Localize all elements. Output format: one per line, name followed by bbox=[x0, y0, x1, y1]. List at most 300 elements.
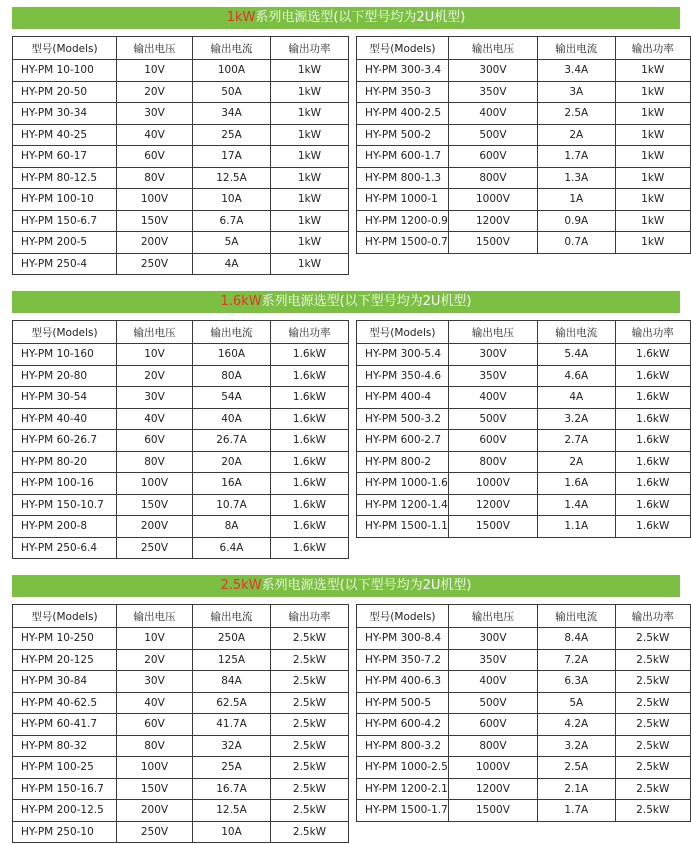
cell-power: 1.6kW bbox=[271, 387, 349, 409]
cell-current: 1.1A bbox=[538, 516, 615, 538]
cell-voltage: 30V bbox=[117, 103, 193, 125]
cell-model: HY-PM 40-40 bbox=[13, 408, 117, 430]
cell-power: 1.6kW bbox=[271, 451, 349, 473]
cell-voltage: 10V bbox=[117, 344, 193, 366]
table-row bbox=[357, 628, 691, 650]
cell-current: 5A bbox=[193, 232, 271, 254]
table-row bbox=[13, 189, 349, 211]
cell-power: 1.6kW bbox=[615, 430, 690, 452]
cell-model: HY-PM 350-3 bbox=[357, 81, 449, 103]
model-table-right bbox=[356, 604, 691, 822]
cell-voltage: 350V bbox=[448, 365, 537, 387]
header-voltage: 输出电压 bbox=[117, 321, 193, 344]
cell-current: 12.5A bbox=[193, 167, 271, 189]
cell-current: 50A bbox=[193, 81, 271, 103]
table-row bbox=[13, 494, 349, 516]
table-row bbox=[13, 81, 349, 103]
header-power: 输出功率 bbox=[615, 321, 690, 344]
cell-current: 1.3A bbox=[538, 167, 615, 189]
cell-model: HY-PM 300-8.4 bbox=[357, 628, 449, 650]
cell-current: 34A bbox=[193, 103, 271, 125]
cell-current: 84A bbox=[193, 671, 271, 693]
cell-voltage: 20V bbox=[117, 365, 193, 387]
cell-power: 2.5kW bbox=[615, 692, 690, 714]
cell-power: 1kW bbox=[615, 103, 690, 125]
header-current: 输出电流 bbox=[193, 321, 271, 344]
cell-voltage: 100V bbox=[117, 473, 193, 495]
section-banner bbox=[12, 575, 680, 597]
cell-current: 6.4A bbox=[193, 537, 271, 559]
cell-current: 0.9A bbox=[538, 210, 615, 232]
table-row bbox=[357, 649, 691, 671]
cell-power: 2.5kW bbox=[615, 714, 690, 736]
table-row bbox=[13, 146, 349, 168]
cell-voltage: 350V bbox=[448, 81, 537, 103]
cell-current: 7.2A bbox=[538, 649, 615, 671]
cell-power: 1kW bbox=[271, 189, 349, 211]
table-row bbox=[13, 778, 349, 800]
header-model: 型号(Models) bbox=[13, 37, 117, 60]
cell-power: 1.6kW bbox=[271, 365, 349, 387]
cell-voltage: 200V bbox=[117, 232, 193, 254]
cell-current: 8A bbox=[193, 516, 271, 538]
cell-model: HY-PM 60-41.7 bbox=[13, 714, 117, 736]
cell-current: 8.4A bbox=[538, 628, 615, 650]
cell-voltage: 300V bbox=[448, 628, 537, 650]
cell-model: HY-PM 1000-1.6 bbox=[357, 473, 449, 495]
cell-current: 2.5A bbox=[538, 103, 615, 125]
cell-current: 250A bbox=[193, 628, 271, 650]
cell-power: 2.5kW bbox=[271, 778, 349, 800]
cell-voltage: 300V bbox=[448, 344, 537, 366]
header-row bbox=[357, 321, 691, 344]
cell-power: 1.6kW bbox=[271, 344, 349, 366]
model-table-right bbox=[356, 320, 691, 538]
cell-current: 5.4A bbox=[538, 344, 615, 366]
cell-power: 2.5kW bbox=[615, 735, 690, 757]
cell-model: HY-PM 250-4 bbox=[13, 253, 117, 275]
cell-model: HY-PM 80-32 bbox=[13, 735, 117, 757]
cell-current: 1A bbox=[538, 189, 615, 211]
cell-model: HY-PM 100-25 bbox=[13, 757, 117, 779]
cell-model: HY-PM 60-17 bbox=[13, 146, 117, 168]
cell-model: HY-PM 150-10.7 bbox=[13, 494, 117, 516]
cell-voltage: 600V bbox=[448, 430, 537, 452]
cell-voltage: 20V bbox=[117, 81, 193, 103]
cell-voltage: 600V bbox=[448, 146, 537, 168]
cell-model: HY-PM 350-7.2 bbox=[357, 649, 449, 671]
cell-current: 54A bbox=[193, 387, 271, 409]
cell-voltage: 400V bbox=[448, 387, 537, 409]
header-row bbox=[13, 321, 349, 344]
cell-model: HY-PM 1500-0.7 bbox=[357, 232, 449, 254]
cell-current: 20A bbox=[193, 451, 271, 473]
model-table-left bbox=[12, 320, 349, 559]
cell-power: 1kW bbox=[615, 60, 690, 82]
cell-voltage: 40V bbox=[117, 692, 193, 714]
header-current: 输出电流 bbox=[193, 37, 271, 60]
table-row bbox=[357, 81, 691, 103]
table-row bbox=[357, 210, 691, 232]
cell-model: HY-PM 200-5 bbox=[13, 232, 117, 254]
cell-current: 160A bbox=[193, 344, 271, 366]
header-voltage: 输出电压 bbox=[448, 37, 537, 60]
cell-current: 4.6A bbox=[538, 365, 615, 387]
cell-voltage: 80V bbox=[117, 735, 193, 757]
cell-voltage: 250V bbox=[117, 821, 193, 843]
cell-power: 1kW bbox=[271, 124, 349, 146]
cell-power: 1.6kW bbox=[615, 473, 690, 495]
cell-voltage: 350V bbox=[448, 649, 537, 671]
cell-model: HY-PM 80-12.5 bbox=[13, 167, 117, 189]
cell-current: 4A bbox=[538, 387, 615, 409]
cell-current: 3A bbox=[538, 81, 615, 103]
cell-voltage: 100V bbox=[117, 189, 193, 211]
cell-power: 2.5kW bbox=[615, 649, 690, 671]
table-row bbox=[13, 365, 349, 387]
cell-voltage: 1200V bbox=[448, 494, 537, 516]
cell-voltage: 500V bbox=[448, 124, 537, 146]
cell-current: 1.7A bbox=[538, 800, 615, 822]
table-row bbox=[357, 189, 691, 211]
power-label: 1kW bbox=[226, 10, 256, 25]
power-label: 1.6kW bbox=[220, 294, 262, 309]
cell-model: HY-PM 350-4.6 bbox=[357, 365, 449, 387]
cell-power: 1kW bbox=[615, 124, 690, 146]
cell-voltage: 10V bbox=[117, 628, 193, 650]
cell-model: HY-PM 800-2 bbox=[357, 451, 449, 473]
header-model: 型号(Models) bbox=[13, 605, 117, 628]
header-voltage: 输出电压 bbox=[448, 321, 537, 344]
table-row bbox=[357, 494, 691, 516]
cell-model: HY-PM 150-6.7 bbox=[13, 210, 117, 232]
table-row bbox=[13, 451, 349, 473]
table-row bbox=[357, 124, 691, 146]
cell-power: 1kW bbox=[615, 210, 690, 232]
cell-model: HY-PM 500-3.2 bbox=[357, 408, 449, 430]
cell-voltage: 200V bbox=[117, 800, 193, 822]
table-row bbox=[13, 537, 349, 559]
cell-voltage: 250V bbox=[117, 537, 193, 559]
cell-power: 1kW bbox=[271, 232, 349, 254]
cell-voltage: 40V bbox=[117, 408, 193, 430]
cell-model: HY-PM 600-1.7 bbox=[357, 146, 449, 168]
cell-power: 1kW bbox=[271, 253, 349, 275]
header-current: 输出电流 bbox=[193, 605, 271, 628]
cell-voltage: 30V bbox=[117, 671, 193, 693]
cell-voltage: 150V bbox=[117, 210, 193, 232]
cell-voltage: 40V bbox=[117, 124, 193, 146]
cell-power: 1kW bbox=[615, 189, 690, 211]
table-row bbox=[357, 103, 691, 125]
cell-power: 2.5kW bbox=[271, 757, 349, 779]
cell-power: 1.6kW bbox=[271, 430, 349, 452]
cell-voltage: 200V bbox=[117, 516, 193, 538]
cell-power: 2.5kW bbox=[271, 821, 349, 843]
header-row bbox=[13, 605, 349, 628]
cell-voltage: 500V bbox=[448, 692, 537, 714]
cell-current: 17A bbox=[193, 146, 271, 168]
cell-model: HY-PM 150-16.7 bbox=[13, 778, 117, 800]
header-current: 输出电流 bbox=[538, 605, 615, 628]
table-row bbox=[357, 778, 691, 800]
table-row bbox=[13, 649, 349, 671]
cell-power: 1kW bbox=[615, 146, 690, 168]
section-banner bbox=[12, 291, 680, 313]
cell-current: 1.7A bbox=[538, 146, 615, 168]
cell-model: HY-PM 300-3.4 bbox=[357, 60, 449, 82]
cell-voltage: 1500V bbox=[448, 800, 537, 822]
cell-model: HY-PM 500-5 bbox=[357, 692, 449, 714]
table-row bbox=[13, 408, 349, 430]
cell-current: 3.2A bbox=[538, 408, 615, 430]
cell-current: 80A bbox=[193, 365, 271, 387]
cell-model: HY-PM 20-125 bbox=[13, 649, 117, 671]
cell-power: 1.6kW bbox=[615, 365, 690, 387]
table-row bbox=[13, 253, 349, 275]
cell-model: HY-PM 100-16 bbox=[13, 473, 117, 495]
cell-model: HY-PM 20-80 bbox=[13, 365, 117, 387]
cell-voltage: 100V bbox=[117, 757, 193, 779]
cell-current: 4A bbox=[193, 253, 271, 275]
cell-current: 100A bbox=[193, 60, 271, 82]
cell-power: 1kW bbox=[271, 103, 349, 125]
header-model: 型号(Models) bbox=[13, 321, 117, 344]
cell-model: HY-PM 10-160 bbox=[13, 344, 117, 366]
cell-model: HY-PM 600-2.7 bbox=[357, 430, 449, 452]
cell-model: HY-PM 600-4.2 bbox=[357, 714, 449, 736]
cell-model: HY-PM 400-2.5 bbox=[357, 103, 449, 125]
cell-current: 10A bbox=[193, 821, 271, 843]
table-row bbox=[357, 387, 691, 409]
cell-model: HY-PM 100-10 bbox=[13, 189, 117, 211]
cell-voltage: 150V bbox=[117, 778, 193, 800]
cell-voltage: 250V bbox=[117, 253, 193, 275]
header-voltage: 输出电压 bbox=[448, 605, 537, 628]
header-row bbox=[357, 605, 691, 628]
cell-power: 2.5kW bbox=[271, 628, 349, 650]
cell-power: 1.6kW bbox=[271, 537, 349, 559]
table-row bbox=[13, 167, 349, 189]
table-row bbox=[13, 692, 349, 714]
cell-voltage: 400V bbox=[448, 103, 537, 125]
cell-power: 1.6kW bbox=[615, 516, 690, 538]
cell-power: 1.6kW bbox=[615, 344, 690, 366]
cell-voltage: 1200V bbox=[448, 210, 537, 232]
model-table-right bbox=[356, 36, 691, 254]
header-current: 输出电流 bbox=[538, 37, 615, 60]
header-power: 输出功率 bbox=[615, 37, 690, 60]
cell-model: HY-PM 20-50 bbox=[13, 81, 117, 103]
header-current: 输出电流 bbox=[538, 321, 615, 344]
table-row bbox=[13, 473, 349, 495]
cell-power: 1kW bbox=[271, 167, 349, 189]
table-row bbox=[357, 451, 691, 473]
table-row bbox=[357, 430, 691, 452]
cell-voltage: 1200V bbox=[448, 778, 537, 800]
cell-power: 1kW bbox=[271, 60, 349, 82]
cell-model: HY-PM 400-6.3 bbox=[357, 671, 449, 693]
table-row bbox=[357, 344, 691, 366]
table-row bbox=[357, 692, 691, 714]
cell-current: 12.5A bbox=[193, 800, 271, 822]
cell-current: 16A bbox=[193, 473, 271, 495]
cell-model: HY-PM 500-2 bbox=[357, 124, 449, 146]
header-row bbox=[357, 37, 691, 60]
table-row bbox=[357, 714, 691, 736]
cell-power: 1kW bbox=[271, 210, 349, 232]
cell-voltage: 800V bbox=[448, 451, 537, 473]
cell-current: 40A bbox=[193, 408, 271, 430]
cell-power: 1.6kW bbox=[271, 473, 349, 495]
cell-power: 2.5kW bbox=[615, 671, 690, 693]
cell-model: HY-PM 1500-1.7 bbox=[357, 800, 449, 822]
cell-voltage: 60V bbox=[117, 714, 193, 736]
cell-model: HY-PM 300-5.4 bbox=[357, 344, 449, 366]
table-row bbox=[13, 735, 349, 757]
table-row bbox=[13, 757, 349, 779]
table-row bbox=[357, 800, 691, 822]
cell-current: 125A bbox=[193, 649, 271, 671]
header-row bbox=[13, 37, 349, 60]
cell-power: 2.5kW bbox=[615, 778, 690, 800]
cell-power: 1.6kW bbox=[615, 408, 690, 430]
cell-current: 0.7A bbox=[538, 232, 615, 254]
cell-voltage: 1000V bbox=[448, 757, 537, 779]
cell-model: HY-PM 200-12.5 bbox=[13, 800, 117, 822]
cell-voltage: 10V bbox=[117, 60, 193, 82]
cell-voltage: 80V bbox=[117, 451, 193, 473]
cell-power: 2.5kW bbox=[615, 757, 690, 779]
cell-model: HY-PM 40-25 bbox=[13, 124, 117, 146]
cell-model: HY-PM 40-62.5 bbox=[13, 692, 117, 714]
table-row bbox=[13, 232, 349, 254]
table-row bbox=[13, 671, 349, 693]
cell-model: HY-PM 1200-0.9 bbox=[357, 210, 449, 232]
cell-current: 25A bbox=[193, 757, 271, 779]
table-row bbox=[357, 167, 691, 189]
cell-power: 1.6kW bbox=[271, 494, 349, 516]
power-label: 2.5kW bbox=[220, 578, 262, 593]
cell-model: HY-PM 400-4 bbox=[357, 387, 449, 409]
cell-current: 10.7A bbox=[193, 494, 271, 516]
table-row bbox=[13, 124, 349, 146]
cell-voltage: 150V bbox=[117, 494, 193, 516]
cell-power: 2.5kW bbox=[271, 671, 349, 693]
cell-model: HY-PM 30-34 bbox=[13, 103, 117, 125]
cell-voltage: 1500V bbox=[448, 232, 537, 254]
cell-power: 1kW bbox=[615, 167, 690, 189]
header-power: 输出功率 bbox=[271, 321, 349, 344]
cell-voltage: 300V bbox=[448, 60, 537, 82]
table-row bbox=[357, 146, 691, 168]
table-row bbox=[13, 628, 349, 650]
cell-voltage: 1000V bbox=[448, 473, 537, 495]
cell-voltage: 800V bbox=[448, 167, 537, 189]
cell-power: 1.6kW bbox=[271, 516, 349, 538]
cell-model: HY-PM 800-3.2 bbox=[357, 735, 449, 757]
cell-model: HY-PM 200-8 bbox=[13, 516, 117, 538]
section-banner bbox=[12, 7, 680, 29]
banner-title: 系列电源选型(以下型号均为2U机型) bbox=[261, 578, 472, 593]
table-row bbox=[357, 60, 691, 82]
cell-current: 10A bbox=[193, 189, 271, 211]
cell-model: HY-PM 60-26.7 bbox=[13, 430, 117, 452]
cell-power: 2.5kW bbox=[271, 649, 349, 671]
table-row bbox=[357, 671, 691, 693]
cell-current: 1.6A bbox=[538, 473, 615, 495]
cell-current: 16.7A bbox=[193, 778, 271, 800]
table-row bbox=[13, 516, 349, 538]
header-voltage: 输出电压 bbox=[117, 605, 193, 628]
cell-voltage: 800V bbox=[448, 735, 537, 757]
cell-voltage: 30V bbox=[117, 387, 193, 409]
table-row bbox=[357, 473, 691, 495]
cell-power: 1.6kW bbox=[271, 408, 349, 430]
table-row bbox=[13, 210, 349, 232]
cell-model: HY-PM 80-20 bbox=[13, 451, 117, 473]
table-row bbox=[357, 757, 691, 779]
table-row bbox=[357, 735, 691, 757]
cell-voltage: 600V bbox=[448, 714, 537, 736]
cell-power: 2.5kW bbox=[271, 800, 349, 822]
table-row bbox=[13, 60, 349, 82]
table-row bbox=[13, 103, 349, 125]
cell-power: 2.5kW bbox=[271, 692, 349, 714]
cell-current: 6.3A bbox=[538, 671, 615, 693]
cell-model: HY-PM 1000-1 bbox=[357, 189, 449, 211]
header-power: 输出功率 bbox=[615, 605, 690, 628]
cell-model: HY-PM 1000-2.5 bbox=[357, 757, 449, 779]
table-row bbox=[13, 800, 349, 822]
cell-voltage: 400V bbox=[448, 671, 537, 693]
cell-current: 26.7A bbox=[193, 430, 271, 452]
table-row bbox=[357, 408, 691, 430]
table-row bbox=[13, 344, 349, 366]
table-row bbox=[13, 430, 349, 452]
cell-voltage: 1500V bbox=[448, 516, 537, 538]
table-row bbox=[13, 714, 349, 736]
cell-power: 1.6kW bbox=[615, 387, 690, 409]
cell-model: HY-PM 1200-1.4 bbox=[357, 494, 449, 516]
cell-voltage: 60V bbox=[117, 146, 193, 168]
banner-title: 系列电源选型(以下型号均为2U机型) bbox=[261, 294, 472, 309]
cell-power: 2.5kW bbox=[271, 735, 349, 757]
cell-current: 5A bbox=[538, 692, 615, 714]
cell-voltage: 500V bbox=[448, 408, 537, 430]
cell-model: HY-PM 1200-2.1 bbox=[357, 778, 449, 800]
cell-power: 1kW bbox=[271, 146, 349, 168]
model-table-left bbox=[12, 36, 349, 275]
cell-model: HY-PM 250-10 bbox=[13, 821, 117, 843]
cell-power: 1kW bbox=[271, 81, 349, 103]
cell-current: 3.4A bbox=[538, 60, 615, 82]
cell-power: 2.5kW bbox=[271, 714, 349, 736]
cell-power: 1kW bbox=[615, 81, 690, 103]
header-voltage: 输出电压 bbox=[117, 37, 193, 60]
cell-voltage: 1000V bbox=[448, 189, 537, 211]
header-model: 型号(Models) bbox=[357, 37, 449, 60]
cell-power: 1kW bbox=[615, 232, 690, 254]
header-power: 输出功率 bbox=[271, 605, 349, 628]
cell-power: 2.5kW bbox=[615, 800, 690, 822]
model-table-left bbox=[12, 604, 349, 843]
table-row bbox=[13, 387, 349, 409]
cell-current: 1.4A bbox=[538, 494, 615, 516]
cell-model: HY-PM 30-54 bbox=[13, 387, 117, 409]
cell-model: HY-PM 250-6.4 bbox=[13, 537, 117, 559]
cell-current: 41.7A bbox=[193, 714, 271, 736]
